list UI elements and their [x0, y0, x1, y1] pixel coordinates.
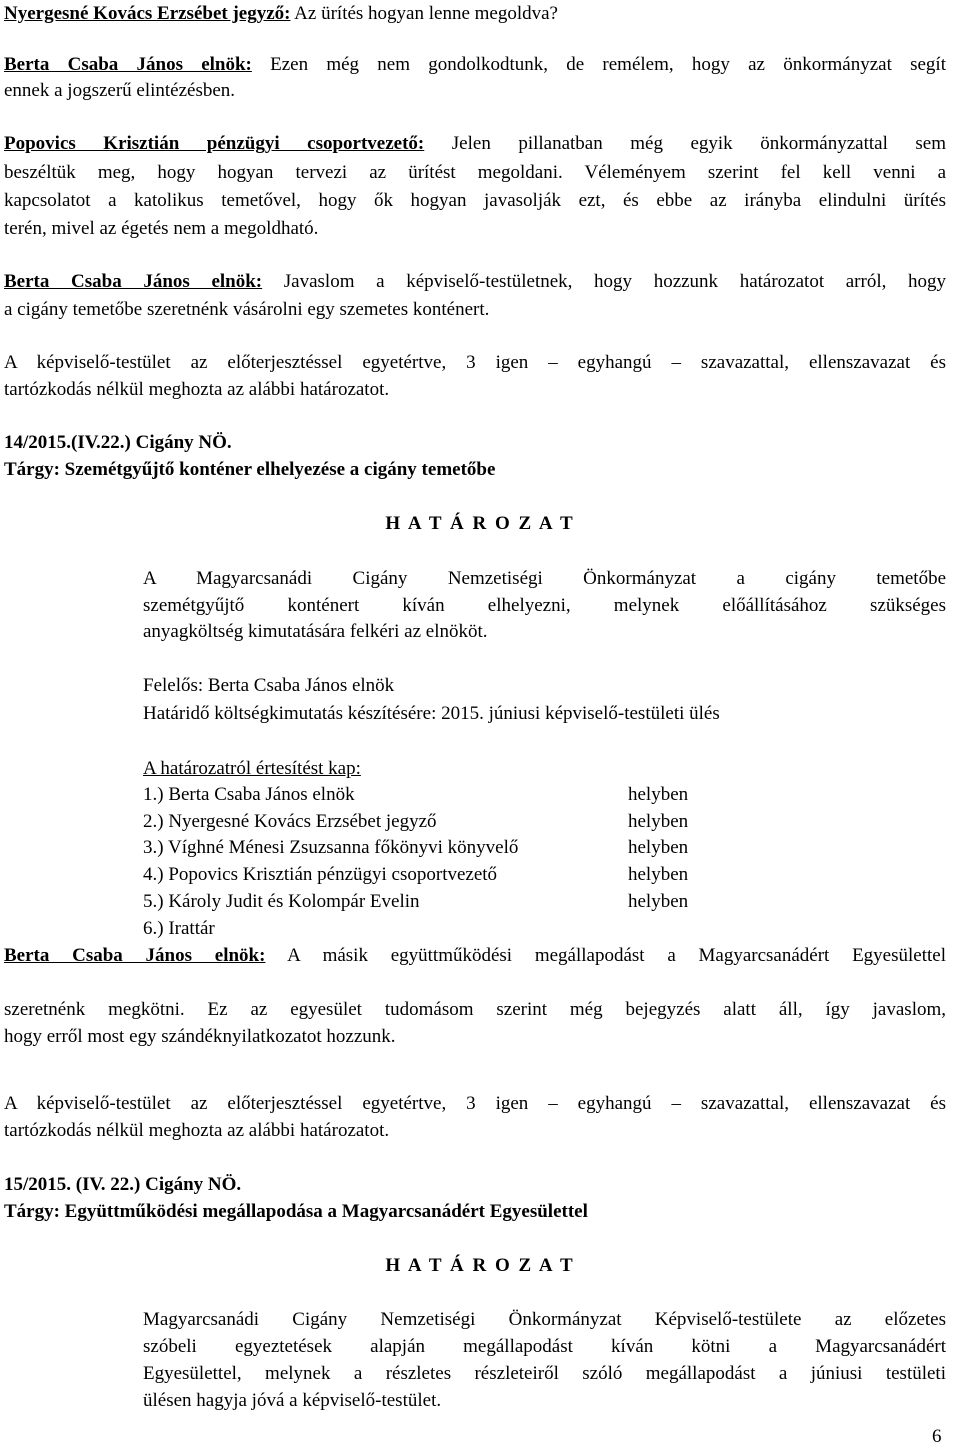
- resolution-heading: H A T Á R O Z A T: [385, 513, 575, 534]
- paragraph-popovics-line1: [4, 131, 946, 157]
- speech-text: A másik együttműködési megállapodást a Magyarcsanádért Egyesülettel: [265, 945, 946, 966]
- vote-statement-line2: tartózkodás nélkül meghozta az alábbi határozatot.: [4, 379, 390, 400]
- vote-statement-line1: A képviselő-testület az előterjesztéssel egyetértve, 3 igen – egyhangú – szavazattal, ellenszavazat és: [4, 1093, 946, 1114]
- speech-text: Az ürítés hogyan lenne megoldva?: [290, 3, 558, 24]
- speaker-name: Berta Csaba János elnök:: [4, 271, 263, 292]
- speech-text: Jelen pillanatban még egyik önkormányzattal sem: [424, 133, 946, 154]
- paragraph-popovics-line3: kapcsolatot a katolikus temetővel, hogy ők hogyan javasolják ezt, és ebbe az irányba elindulni ürítés: [4, 190, 946, 211]
- recipient-place: helyben: [628, 837, 689, 858]
- recipient-place: helyben: [628, 891, 689, 912]
- resolution-body-line1: A Magyarcsanádi Cigány Nemzetiségi Önkormányzat a cigány temetőbe: [143, 568, 946, 589]
- paragraph-elnok-cooperation-line3: hogy erről most egy szándéknyilatkozatot hozzunk.: [4, 1026, 396, 1047]
- recipient-place: helyben: [628, 784, 689, 805]
- resolution-body-line1: Magyarcsanádi Cigány Nemzetiségi Önkormányzat Képviselő-testülete az előzetes: [143, 1309, 946, 1330]
- recipient-name: 1.) Berta Csaba János elnök: [143, 784, 355, 805]
- resolution-body-line4: ülésen hagyja jóvá a képviselő-testület.: [143, 1390, 442, 1411]
- recipient-name: 6.) Irattár: [143, 918, 215, 939]
- paragraph-elnok-cooperation-line2: szeretnénk megkötni. Ez az egyesület tudomásom szerint még bejegyzés alatt áll, így javaslom,: [4, 999, 946, 1020]
- recipient-name: 3.) Víghné Ménesi Zsuzsanna főkönyvi könyvelő: [143, 837, 519, 858]
- paragraph-elnok-proposal-line1: [4, 269, 946, 295]
- speaker-name: Popovics Krisztián pénzügyi csoportvezető:: [4, 133, 425, 154]
- resolution-body-line2: szemétgyűjtő konténert kíván elhelyezni, melynek előállításához szükséges: [143, 595, 946, 616]
- notification-title: A határozatról értesítést kap:: [143, 758, 361, 779]
- resolution-body-line2: szóbeli egyeztetések alapján megállapodást kíván kötni a Magyarcsanádért: [143, 1336, 946, 1357]
- resolution-heading: H A T Á R O Z A T: [385, 1255, 575, 1276]
- vote-statement-line2: tartózkodás nélkül meghozta az alábbi határozatot.: [4, 1120, 390, 1141]
- paragraph-elnok-answer-line2: ennek a jogszerű elintézésben.: [4, 80, 236, 101]
- resolution-number: 15/2015. (IV. 22.) Cigány NÖ.: [4, 1174, 242, 1195]
- speaker-name: Berta Csaba János elnök:: [4, 945, 266, 966]
- paragraph-jegyzo-question: [4, 1, 558, 27]
- resolution-body-line3: Egyesülettel, melynek a részletes részleteiről szóló megállapodást a júniusi testületi: [143, 1363, 946, 1384]
- vote-statement-line1: A képviselő-testület az előterjesztéssel egyetértve, 3 igen – egyhangú – szavazattal, ellenszavazat és: [4, 352, 946, 373]
- paragraph-popovics-line4: terén, mivel az égetés nem a megoldható.: [4, 218, 319, 239]
- paragraph-elnok-proposal-line2: a cigány temetőbe szeretnénk vásárolni egy szemetes konténert.: [4, 299, 490, 320]
- paragraph-elnok-cooperation-line1: [4, 943, 946, 969]
- speaker-name: Berta Csaba János elnök:: [4, 54, 252, 75]
- resolution-deadline: Határidő költségkimutatás készítésére: 2015. júniusi képviselő-testületi ülés: [143, 703, 720, 724]
- recipient-name: 2.) Nyergesné Kovács Erzsébet jegyző: [143, 811, 437, 832]
- paragraph-popovics-line2: beszéltük meg, hogy hogyan tervezi az ürítést megoldani. Véleményem szerint fel kell venni a: [4, 162, 946, 183]
- page-number: 6: [932, 1426, 942, 1447]
- recipient-place: helyben: [628, 811, 689, 832]
- speaker-name: Nyergesné Kovács Erzsébet jegyző:: [4, 3, 291, 24]
- resolution-subject: Tárgy: Együttműködési megállapodása a Magyarcsanádért Egyesülettel: [4, 1201, 588, 1222]
- speech-text: Ezen még nem gondolkodtunk, de remélem, hogy az önkormányzat segít: [251, 54, 946, 75]
- recipient-name: 5.) Károly Judit és Kolompár Evelin: [143, 891, 420, 912]
- resolution-responsible: Felelős: Berta Csaba János elnök: [143, 675, 395, 696]
- resolution-number: 14/2015.(IV.22.) Cigány NÖ.: [4, 432, 232, 453]
- recipient-name: 4.) Popovics Krisztián pénzügyi csoportvezető: [143, 864, 498, 885]
- paragraph-elnok-answer-line1: [4, 52, 946, 78]
- speech-text: Javaslom a képviselő-testületnek, hogy hozzunk határozatot arról, hogy: [262, 271, 946, 292]
- resolution-body-line3: anyagköltség kimutatására felkéri az elnököt.: [143, 621, 488, 642]
- resolution-subject: Tárgy: Szemétgyűjtő konténer elhelyezése a cigány temetőbe: [4, 459, 496, 480]
- recipient-place: helyben: [628, 864, 689, 885]
